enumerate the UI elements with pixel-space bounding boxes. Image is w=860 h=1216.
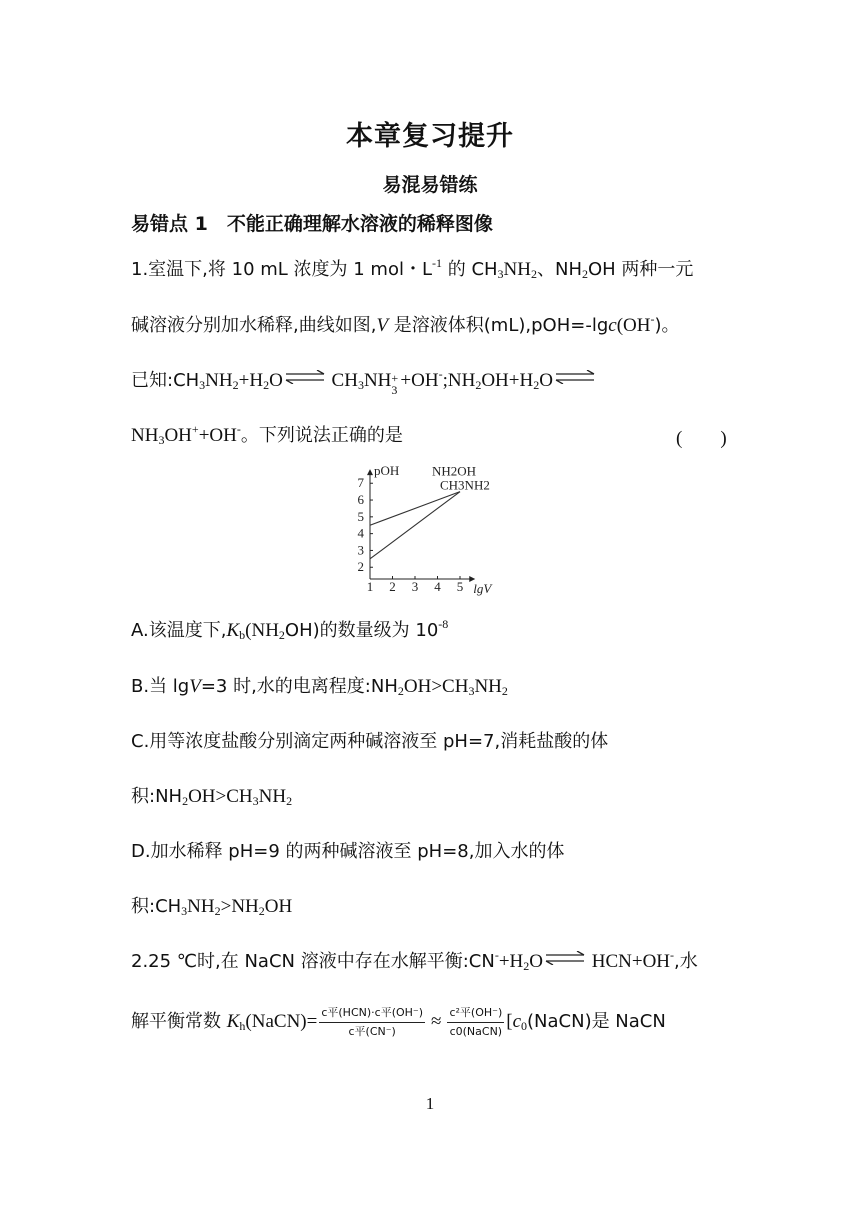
y-tick-label: 7 xyxy=(357,475,364,491)
dilution-chart xyxy=(352,455,512,601)
option-b: B.当 lgV=3 时,水的电离程度$:NH_2OH>CH_3NH_2$ xyxy=(131,676,508,698)
option-d-cont: 积$:CH_3NH_2>NH_2OH$ xyxy=(131,896,293,918)
section-subtitle: 易混易错练 xyxy=(382,174,478,196)
q1-line-2: 碱溶液分别加水稀释,曲线如图,V 是溶液体积(mL),pOH=-lgc(OH-)。 xyxy=(131,312,680,336)
chapter-title: 本章复习提升 xyxy=(346,121,514,152)
equilibrium-arrow-icon xyxy=(545,951,585,965)
option-c-cont: 积$:NH_2OH>CH_3NH_2$ xyxy=(131,786,293,808)
error-point-heading: 易错点 1 不能正确理解水溶液的稀释图像 xyxy=(131,213,493,235)
x-tick-label: 3 xyxy=(411,579,419,594)
x-tick-label: 2 xyxy=(389,579,396,594)
equilibrium-arrow-icon xyxy=(555,370,595,384)
hydrolysis-constant-fraction: $\frac{\text{c平(HCN)·c平(OH⁻)}}{\text{c平(CN⁻)}}$ xyxy=(321,1006,424,1038)
option-a: A.该温度下$,K_b(NH_2OH)$的数量级为 $10^{-8}$ xyxy=(131,617,449,642)
option-d: D.加水稀释 pH=9 的两种碱溶液至 pH=8,加入水的体 xyxy=(131,841,565,862)
x-tick-label: 4 xyxy=(434,579,441,594)
x-tick-label: 5 xyxy=(456,579,464,594)
q1-line-4: $NH_3OH^++OH^-$。下列说法正确的是 xyxy=(131,422,403,447)
y-tick-label: 4 xyxy=(357,525,364,541)
y-axis-arrow-icon xyxy=(367,469,373,475)
equilibrium-arrow-icon xyxy=(285,370,325,384)
q2-line-2: 解平衡常数 $K_h(NaCN)=$ $\frac{\text{c平(HCN)·c平(OH⁻)}}{\text{c平(CN⁻)}}$ ≈ $\frac{\text{c²平(OH⁻)}}{\text{c0(NaCN)}}$ [$c_0(NaCN)$是 NaCN xyxy=(131,1006,666,1038)
y-tick-label: 3 xyxy=(357,542,364,558)
q1-line-1: 1.室温下,将 10 mL 浓度为 1 mol・$L^{-1}$ 的 $CH_3NH_2$、$NH_2OH$ 两种一元 xyxy=(131,256,694,281)
series-label-nh2oh: NH2OH xyxy=(432,463,477,479)
x-axis-label: lgV xyxy=(473,581,492,596)
series-line-ch3nh2 xyxy=(370,492,460,559)
y-tick-label: 6 xyxy=(357,492,364,508)
y-tick-label: 2 xyxy=(357,559,364,575)
q2-line-1: 2.25 ℃时,在 NaCN 溶液中存在水解平衡$:CN^-+H_2O$ HCN+OH-,水 xyxy=(131,948,698,973)
q1-line-3: 已知$:CH_3NH_2+H_2O$ $CH_3NH$ + 3 $+OH^-;NH_2OH+H_2O$ xyxy=(131,368,597,394)
y-tick-label: 5 xyxy=(357,508,364,524)
series-line-nh2oh xyxy=(370,492,460,526)
x-tick-label: 1 xyxy=(366,579,374,594)
answer-bracket: ( ) xyxy=(676,428,727,449)
option-c: C.用等浓度盐酸分别滴定两种碱溶液至 pH=7,消耗盐酸的体 xyxy=(131,731,609,752)
page-number: 1 xyxy=(425,1094,435,1113)
y-axis-label: pOH xyxy=(374,463,400,479)
approx-fraction: $\frac{\text{c²平(OH⁻)}}{\text{c0(NaCN)}}$ xyxy=(449,1006,503,1038)
series-label-ch3nh2: CH3NH2 xyxy=(440,477,490,493)
